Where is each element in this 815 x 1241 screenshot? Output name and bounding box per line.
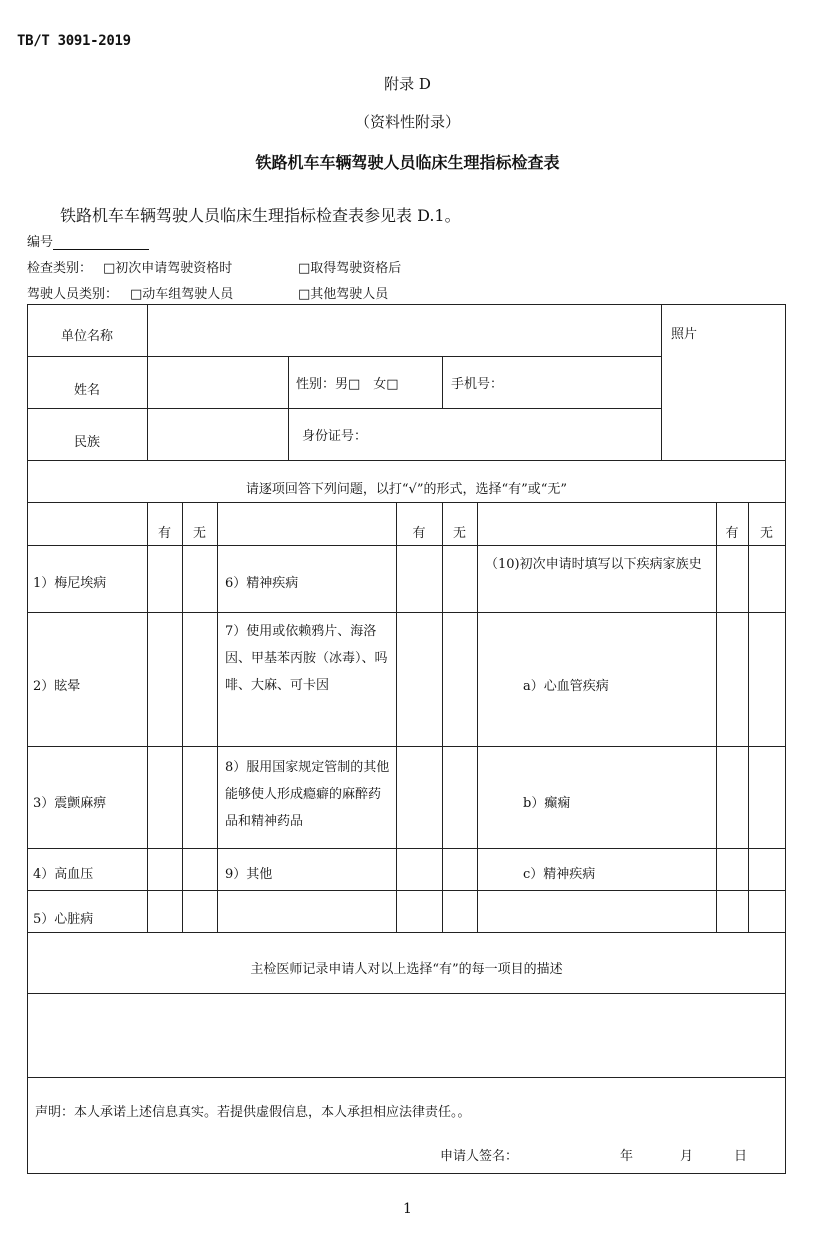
- header-no: 无: [192, 525, 206, 541]
- signature-month: 月: [680, 1148, 694, 1164]
- intro-text: 铁路机车车辆驾驶人员临床生理指标检查表参见表 D.1。: [60, 206, 461, 225]
- gender-field[interactable]: 性别：男□ 女□: [296, 376, 399, 392]
- answer-cell-no[interactable]: [443, 747, 477, 848]
- answer-cell-yes[interactable]: [397, 613, 442, 746]
- appendix-title: 附录 D: [384, 75, 431, 93]
- appendix-type: （资料性附录）: [354, 113, 460, 131]
- exam-type-option-qualified[interactable]: □取得驾驶资格后: [298, 261, 402, 276]
- answer-cell-yes[interactable]: [148, 546, 182, 612]
- header-no: 无: [452, 525, 466, 541]
- answer-cell-no[interactable]: [443, 546, 477, 612]
- question-item: 7）使用或依赖鸦片、海洛因、甲基苯丙胺（冰毒）、吗啡、大麻、可卡因: [225, 624, 388, 693]
- driver-type-option-other[interactable]: □其他驾驶人员: [298, 287, 389, 302]
- answer-cell-no[interactable]: [183, 613, 217, 746]
- unit-name-field[interactable]: [148, 305, 661, 356]
- question-item: 6）精神疾病: [225, 576, 299, 591]
- phone-field[interactable]: 手机号：: [451, 376, 504, 392]
- answer-cell-no[interactable]: [749, 546, 785, 612]
- table-border-bottom: [27, 1173, 786, 1174]
- driver-type-option-emu[interactable]: □动车组驾驶人员: [130, 287, 234, 302]
- question-item: c）精神疾病: [523, 866, 596, 882]
- name-label: 姓名: [73, 382, 100, 398]
- answer-cell-yes[interactable]: [717, 613, 748, 746]
- exam-type-option-initial[interactable]: □初次申请驾驶资格时: [103, 261, 233, 276]
- answer-cell-no[interactable]: [443, 613, 477, 746]
- header-no: 无: [759, 525, 773, 541]
- serial-input-line[interactable]: [53, 235, 149, 250]
- standard-code: TB/T 3091-2019: [17, 33, 131, 49]
- answer-cell-yes[interactable]: [148, 849, 182, 890]
- answer-cell-no[interactable]: [443, 849, 477, 890]
- signature-year: 年: [620, 1148, 634, 1164]
- answer-cell-no[interactable]: [749, 613, 785, 746]
- answer-cell-no[interactable]: [183, 849, 217, 890]
- name-field[interactable]: [148, 357, 288, 408]
- photo-label: 照片: [671, 326, 698, 342]
- question-item: 1）梅尼埃病: [33, 576, 107, 591]
- answer-cell-yes[interactable]: [717, 849, 748, 890]
- form-title: 铁路机车车辆驾驶人员临床生理指标检查表: [255, 153, 560, 172]
- question-item: 5）心脏病: [33, 911, 94, 927]
- answer-cell-yes[interactable]: [148, 613, 182, 746]
- answer-cell-yes[interactable]: [717, 747, 748, 848]
- photo-area[interactable]: [662, 346, 785, 460]
- answer-cell-yes[interactable]: [148, 891, 182, 932]
- doctor-record-field[interactable]: [28, 994, 785, 1077]
- answer-cell-no[interactable]: [183, 891, 217, 932]
- answer-cell-no[interactable]: [183, 747, 217, 848]
- family-history-header: （10)初次申请时填写以下疾病家族史: [485, 557, 702, 572]
- signature-field[interactable]: [525, 1140, 615, 1168]
- question-item: 3）震颤麻痹: [33, 795, 107, 811]
- answer-cell-yes[interactable]: [397, 849, 442, 890]
- answer-cell-yes[interactable]: [717, 546, 748, 612]
- serial-label: 编号: [27, 235, 54, 250]
- answer-cell-no[interactable]: [749, 747, 785, 848]
- answer-cell-yes[interactable]: [148, 747, 182, 848]
- serial-number-row: [27, 231, 149, 250]
- question-item: a）心血管疾病: [523, 678, 609, 694]
- driver-type-label: 驾驶人员类别：: [27, 287, 119, 302]
- questionnaire-instruction: 请逐项回答下列问题，以打“√”的形式，选择“有”或“无”: [245, 481, 568, 497]
- ethnicity-field[interactable]: [148, 409, 288, 460]
- header-yes: 有: [412, 525, 426, 541]
- table-border-right: [785, 304, 786, 1174]
- unit-name-label: 单位名称: [60, 328, 113, 344]
- id-number-field[interactable]: 身份证号：: [302, 428, 368, 444]
- page-number: 1: [403, 1201, 412, 1217]
- ethnicity-label: 民族: [73, 434, 100, 450]
- question-item: 2）眩晕: [33, 678, 81, 694]
- signature-label: 申请人签名：: [440, 1148, 519, 1164]
- answer-cell-no[interactable]: [183, 546, 217, 612]
- doctor-record-label: 主检医师记录申请人对以上选择“有”的每一项目的描述: [250, 962, 563, 977]
- answer-cell-yes[interactable]: [397, 546, 442, 612]
- question-item: b）癫痫: [523, 795, 571, 811]
- answer-cell-no[interactable]: [749, 849, 785, 890]
- question-item: 9）其他: [225, 866, 273, 882]
- header-yes: 有: [157, 525, 171, 541]
- signature-day: 日: [734, 1148, 748, 1164]
- rule: [27, 1077, 786, 1078]
- exam-type-label: 检查类别：: [27, 261, 93, 276]
- answer-cell-yes[interactable]: [397, 747, 442, 848]
- question-item: 8）服用国家规定管制的其他能够使人形成瘾癖的麻醉药品和精神药品: [225, 760, 390, 829]
- declaration-text: 声明：本人承诺上述信息真实。若提供虚假信息，本人承担相应法律责任。。: [35, 1104, 471, 1120]
- header-yes: 有: [725, 525, 739, 541]
- question-item: 4）高血压: [33, 866, 94, 882]
